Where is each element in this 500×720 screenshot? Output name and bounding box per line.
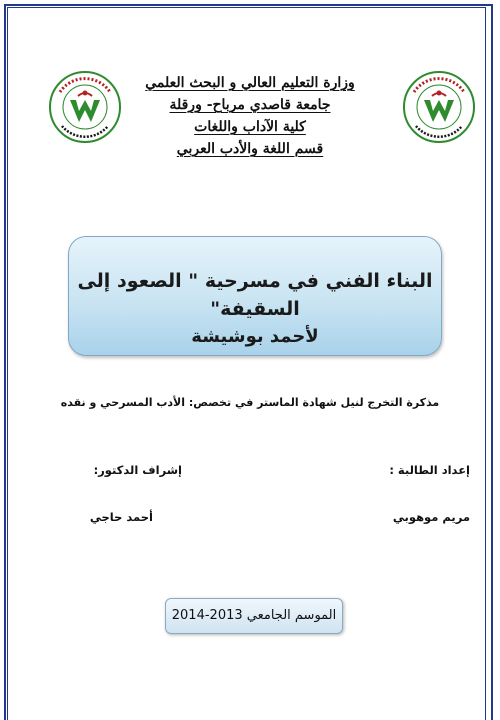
ministry-line: وزارة التعليم العالي و البحث العلمي	[145, 75, 355, 91]
thesis-author: لأحمد بوشيشة	[191, 326, 319, 347]
university-logo-left	[48, 70, 122, 144]
thesis-title-box	[68, 236, 442, 356]
student-name: مريم موهوبي	[392, 510, 470, 524]
academic-season: الموسم الجامعي 2013-2014	[165, 598, 343, 634]
thesis-title: البناء الفني في مسرحية " الصعود إلى السقيفة"	[77, 270, 433, 320]
university-logo-right	[402, 70, 476, 144]
faculty-line: كلية الآداب واللغات	[194, 119, 306, 135]
department-line: قسم اللغة والأدب العربي	[176, 141, 324, 157]
institution-header	[120, 72, 380, 160]
supervisor-name: أحمد حاجي	[89, 510, 153, 524]
university-line: جامعة قاصدي مرباح- ورقلة	[169, 97, 331, 113]
prepared-by-label: إعداد الطالبة :	[389, 463, 470, 477]
supervisor-label: إشراف الدكتور:	[93, 463, 182, 477]
thesis-subtitle: مذكرة التخرج لنيل شهادة الماستر في تخصص: الأدب المسرحي و نقده	[60, 396, 440, 409]
